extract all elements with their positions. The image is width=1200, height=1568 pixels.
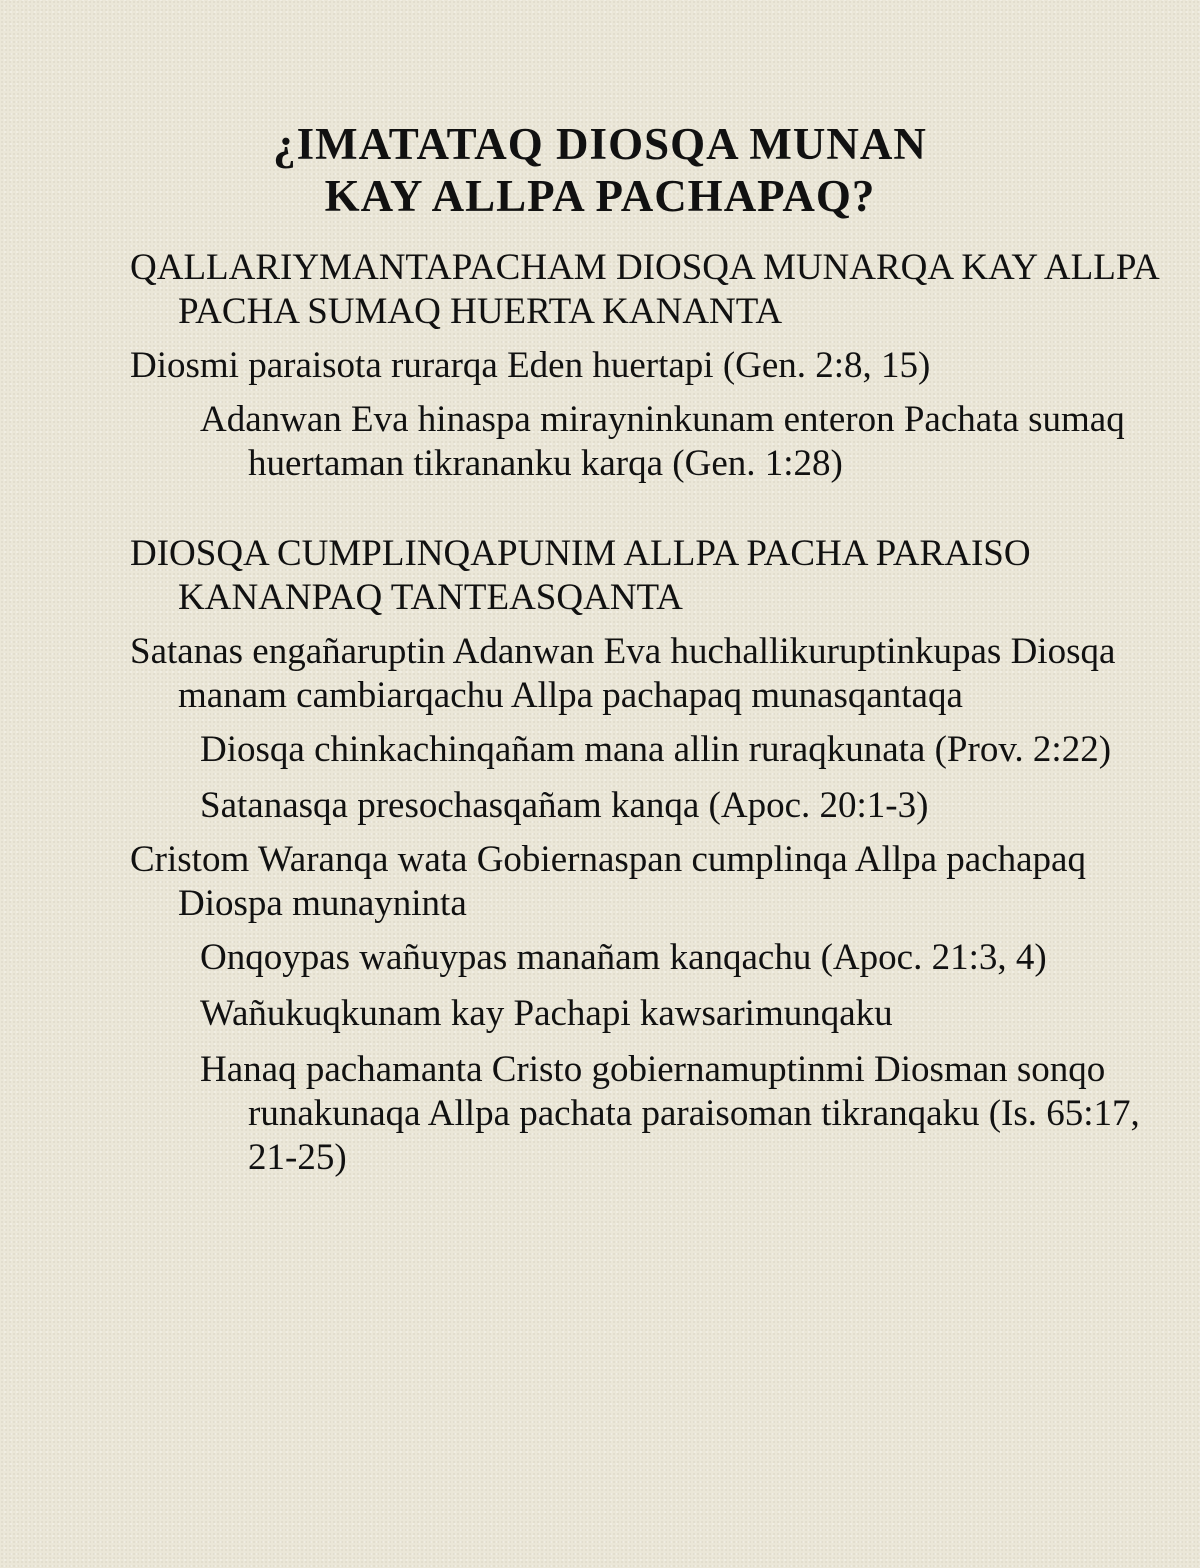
section-2-point-1: Satanas engañaruptin Adanwan Eva huchallikuruptinkupas Diosqa manam cambiarqachu Allpa pachapaq munasqantaqa xyxy=(130,631,1116,716)
section-1-point: Diosmi paraisota rurarqa Eden huertapi (Gen. 2:8, 15) xyxy=(130,345,931,386)
title-line-1: ¿IMATATAQ DIOSQA MUNAN xyxy=(273,119,927,169)
section-divider xyxy=(130,486,1170,532)
section-2-subpoint-3: Onqoypas wañuypas manañam kanqachu (Apoc. 21:3, 4) xyxy=(200,937,1047,978)
section-1-subpoint-1: Adanwan Eva hinaspa mirayninkunam enteron Pachata sumaq huertaman tikrananku karqa (Gen. 1:28) xyxy=(200,399,1125,484)
section-2-point-2: Cristom Waranqa wata Gobiernaspan cumplinqa Allpa pachapaq Diospa munayninta xyxy=(130,839,1086,924)
title-line-2: KAY ALLPA PACHAPAQ? xyxy=(324,171,876,221)
section-1-heading: QALLARIYMANTAPACHAM DIOSQA MUNARQA KAY ALLPA PACHA SUMAQ HUERTA KANANTA xyxy=(130,247,1158,332)
outline xyxy=(130,246,1170,1180)
section-2-subpoint-2: Satanasqa presochasqañam kanqa (Apoc. 20:1-3) xyxy=(200,785,929,826)
page-title xyxy=(0,118,1200,222)
section-2-subpoint-1: Diosqa chinkachinqañam mana allin ruraqkunata (Prov. 2:22) xyxy=(200,729,1112,770)
section-2-subpoint-5: Hanaq pachamanta Cristo gobiernamuptinmi Diosman sonqo runakunaqa Allpa pachata paraisoman tikranqaku (Is. 65:17, 21-25) xyxy=(200,1049,1140,1178)
section-2-heading: DIOSQA CUMPLINQAPUNIM ALLPA PACHA PARAISO KANANPAQ TANTEASQANTA xyxy=(130,533,1031,618)
section-2-subpoint-4: Wañukuqkunam kay Pachapi kawsarimunqaku xyxy=(200,993,893,1034)
